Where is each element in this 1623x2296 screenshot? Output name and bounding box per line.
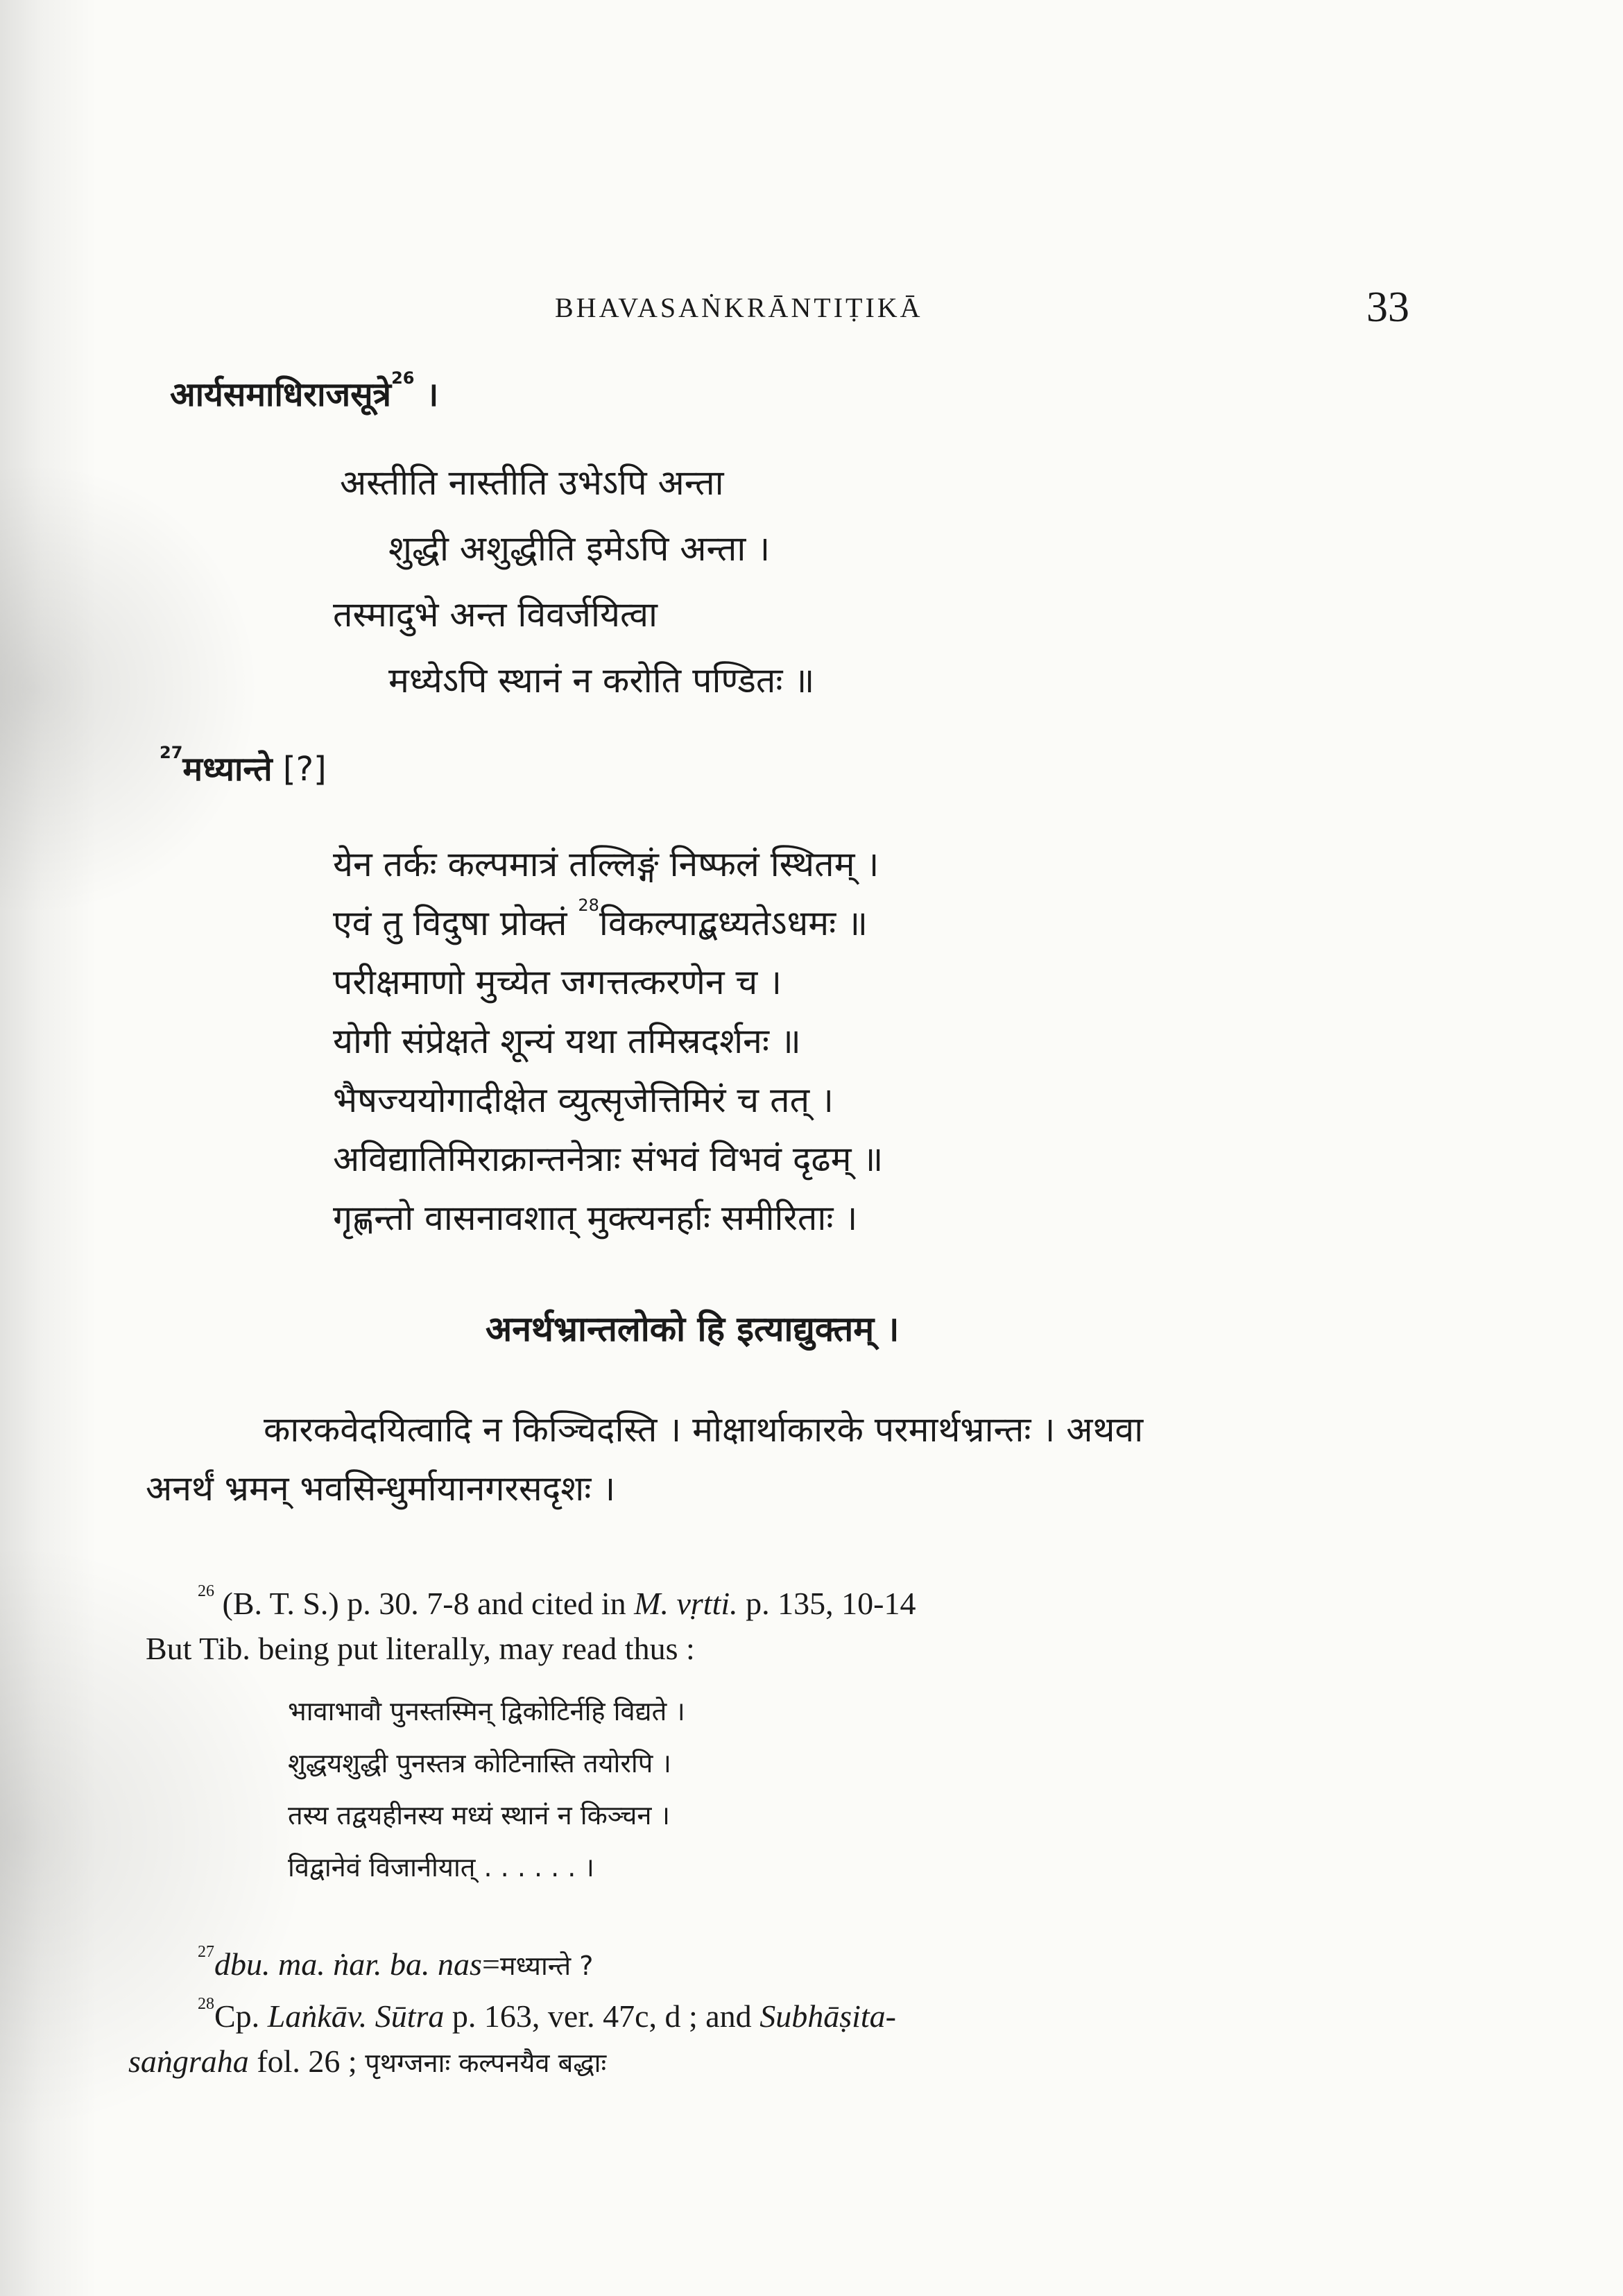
verse-line-part: एवं तु विदुषा प्रोक्तं xyxy=(333,903,578,943)
footnote-text: (B. T. S.) p. 30. 7-8 and cited in xyxy=(214,1586,635,1621)
footnote-italic: Laṅkāv. Sūtra xyxy=(267,1998,445,2034)
source-title-query: [?] xyxy=(272,750,327,789)
source-title-danda: । xyxy=(414,375,439,414)
verse-line: गृह्णन्तो वासनावशात् मुक्त्यनर्हाः समीरिताः । xyxy=(333,1198,858,1238)
verse-line: भैषज्ययोगादीक्षेत व्युत्सृजेत्तिमिरं च तत् । xyxy=(333,1080,834,1120)
footnote-28-line-2 xyxy=(128,2043,606,2080)
source-title-samadhiraja xyxy=(170,368,439,416)
source-title-madhyanta xyxy=(160,743,327,791)
footnote-devanagari: मध्यान्ते ? xyxy=(499,1951,594,1981)
footnote-marker: 28 xyxy=(198,1995,214,2013)
source-title-text: आर्यसमाधिराजसूत्रे xyxy=(170,375,392,414)
verse-line: येन तर्कः कल्पमात्रं तल्लिङ्गं निष्फलं स्थितम् । xyxy=(333,844,879,884)
verse-line: शुद्धी अशुद्धीति इमेऽपि अन्ता । xyxy=(388,529,771,569)
verse-line: योगी संप्रेक्षते शून्यं यथा तमिस्रदर्शनः ॥ xyxy=(333,1021,801,1061)
footnote-27 xyxy=(198,1943,594,1983)
commentary-line: कारकवेदयित्वादि न किञ्चिदस्ति । मोक्षार्थाकारके परमार्थभ्रान्तः । अथवा xyxy=(264,1410,1144,1450)
footnote-28 xyxy=(198,1995,896,2034)
verse-line xyxy=(333,898,868,945)
verse-line: परीक्षमाणो मुच्येत जगत्तत्करणेन च । xyxy=(333,962,782,1002)
footnote-italic: Subhāṣita- xyxy=(759,1998,896,2034)
footnote-italic: M. vṛtti. xyxy=(634,1586,738,1621)
verse-line: मध्येऽपि स्थानं न करोति पण्डितः ॥ xyxy=(388,660,815,701)
footnote-equals: = xyxy=(481,1946,500,1982)
footnote-ref-27: 27 xyxy=(160,743,183,762)
footnote-text: Cp. xyxy=(214,1998,268,2034)
footnote-ref-28: 28 xyxy=(578,896,599,915)
footnote-marker: 27 xyxy=(198,1943,214,1961)
quoted-line: अनर्थभ्रान्तलोको हि इत्याद्युक्तम् । xyxy=(486,1309,900,1349)
footnote-ref-26: 26 xyxy=(391,368,415,388)
footnote-verse-line: तस्य तद्वयहीनस्य मध्यं स्थानं न किञ्चन । xyxy=(288,1800,670,1831)
footnote-26 xyxy=(198,1582,916,1622)
page-number: 33 xyxy=(1366,284,1409,331)
running-head: BHAVASAṄKRĀNTIṬIKĀ xyxy=(555,292,923,323)
verse-line-part: विकल्पाद्बध्यतेऽधमः ॥ xyxy=(599,903,868,943)
footnote-text: p. 135, 10-14 xyxy=(737,1586,916,1621)
footnote-marker: 26 xyxy=(198,1582,214,1600)
footnote-text: fol. 26 ; xyxy=(248,2044,366,2079)
source-title-text: मध्यान्ते xyxy=(182,750,273,789)
verse-line: तस्मादुभे अन्त विवर्जयित्वा xyxy=(333,594,658,635)
footnote-italic: dbu. ma. ṅar. ba. nas xyxy=(214,1946,482,1982)
footnote-italic: saṅgraha xyxy=(128,2044,249,2079)
footnote-verse-line: शुद्धयशुद्धी पुनस्तत्र कोटिनास्ति तयोरपि । xyxy=(288,1748,671,1779)
commentary-line: अनर्थं भ्रमन् भवसिन्धुर्मायानगरसदृशः । xyxy=(146,1468,616,1509)
verse-line: अस्तीति नास्तीति उभेऽपि अन्ता xyxy=(340,463,724,503)
footnote-26-line-2: But Tib. being put literally, may read thus : xyxy=(146,1631,695,1666)
footnote-verse-line: विद्वानेवं विजानीयात् . . . . . . । xyxy=(288,1852,594,1883)
verse-line: अविद्यातिमिराक्रान्तनेत्राः संभवं विभवं दृढम् ॥ xyxy=(333,1139,884,1179)
footnote-devanagari: पृथग्जनाः कल्पनयैव बद्धाः xyxy=(365,2048,607,2078)
footnote-text: p. 163, ver. 47c, d ; and xyxy=(444,1998,760,2034)
footnote-verse-line: भावाभावौ पुनस्तस्मिन् द्विकोटिर्नहि विद्यते । xyxy=(288,1696,685,1727)
